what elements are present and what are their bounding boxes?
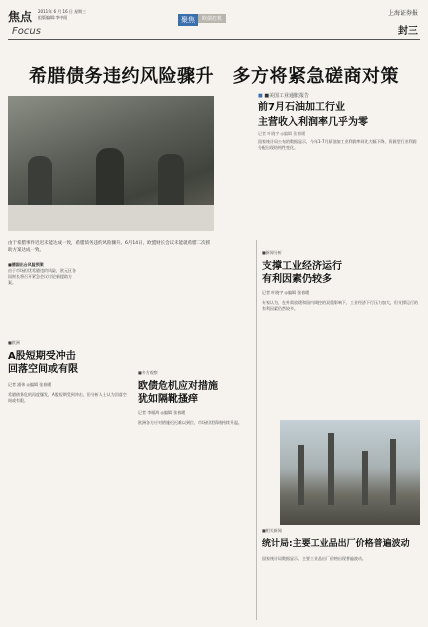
right-top-article	[258, 92, 420, 151]
column-divider	[256, 240, 257, 620]
page-header	[8, 6, 420, 38]
left-lower-byline: 记者 浦伟 ◎编辑 张春暖	[8, 382, 52, 387]
article-summary: 国家统计局公布的数据显示，今年1-7月原油加工业利润率同比大幅下降，资源型行业利润分配出现结构性变化。	[258, 139, 417, 150]
section-en: Focus	[12, 26, 41, 37]
left-lower-title	[8, 350, 128, 376]
right-mid-summary: 专家认为，在外需放缓和国内调控的双重影响下，工业经济下行压力加大，但支撑运行的有利因素仍然较多。	[262, 300, 418, 311]
chimney-shape	[390, 439, 396, 505]
right-bottom-summary: 国家统计局数据显示，主要工业品出厂价格出现普遍波动。	[262, 556, 366, 561]
main-headline: 希腊债务违约风险骤升 多方将紧急磋商对策	[29, 66, 399, 87]
photo-caption: 由于希腊事件迟迟未能达成一致，希腊债务违约风险骤升。6月14日，欧盟财长会议未能就希腊二次援助方案达成一致。	[8, 241, 211, 253]
article-title-line: 主营收入利润率几乎为零	[258, 117, 368, 128]
issue-editor: 组版编辑:李中阳	[38, 15, 68, 20]
left-lower-summary: 希腊债务危机再度爆发，A股短期受到冲击，但分析人士认为回落空间或有限。	[8, 392, 127, 403]
issue-meta	[38, 9, 86, 21]
section-name: 焦点	[8, 10, 33, 24]
right-mid-tag: ■新闻分析	[262, 250, 282, 255]
table-shape	[8, 205, 214, 231]
article-byline: 记者 叶晓宇 ◎编辑 张春暖	[258, 131, 306, 136]
right-mid-byline: 记者 叶晓宇 ◎编辑 张春暖	[262, 290, 310, 295]
title-line: 支撑工业经济运行	[262, 261, 342, 272]
title-line: A股短期受冲击	[8, 351, 76, 362]
right-bottom-title: 统计局:主要工业品出厂价格普遍波动	[262, 539, 410, 549]
page-name: 封三	[398, 26, 418, 37]
column-tag: ■德国出台风险预案	[8, 262, 44, 267]
industrial-plant-photo	[280, 420, 420, 525]
right-bottom-tag: ■相关新闻	[262, 528, 282, 533]
article-title-line: 前7月石油加工行业	[258, 102, 345, 113]
title-line: 犹如隔靴搔痒	[138, 394, 198, 405]
issue-date: 2011年 6 月 16 日 星期三	[38, 9, 87, 14]
left-lower-tag: ■欧洲	[8, 340, 20, 345]
left-column	[8, 262, 78, 286]
column-text: 由于市场担忧希腊违约风险，欧元区各国财长将召开紧急会议讨论新援助方案。	[8, 268, 76, 285]
chimney-shape	[328, 433, 334, 505]
article-tag: ■ ■美国工业通胀报告	[258, 92, 420, 99]
title-line: 回落空间或有限	[8, 364, 78, 375]
meeting-photo	[8, 96, 214, 231]
title-line: 有利因素仍较多	[262, 274, 332, 285]
mid-summary: 欧洲各方应对措施迟迟难以到位，市场担忧情绪持续升温。	[138, 420, 242, 425]
chimney-shape	[298, 445, 304, 505]
chimney-shape	[362, 451, 368, 505]
mid-tag: ■多方观察	[138, 370, 158, 375]
header-rule	[8, 39, 420, 40]
mid-byline: 记者 李雁鸿 ◎编辑 张春暖	[138, 410, 186, 415]
paper-name: 上海证券报	[387, 10, 418, 17]
focus-tag: 聚焦	[178, 14, 198, 26]
mid-title	[138, 380, 258, 406]
right-mid-title	[262, 260, 420, 286]
title-line: 欧债危机应对措施	[138, 381, 218, 392]
topic-tag: 欧债危机	[198, 14, 226, 23]
